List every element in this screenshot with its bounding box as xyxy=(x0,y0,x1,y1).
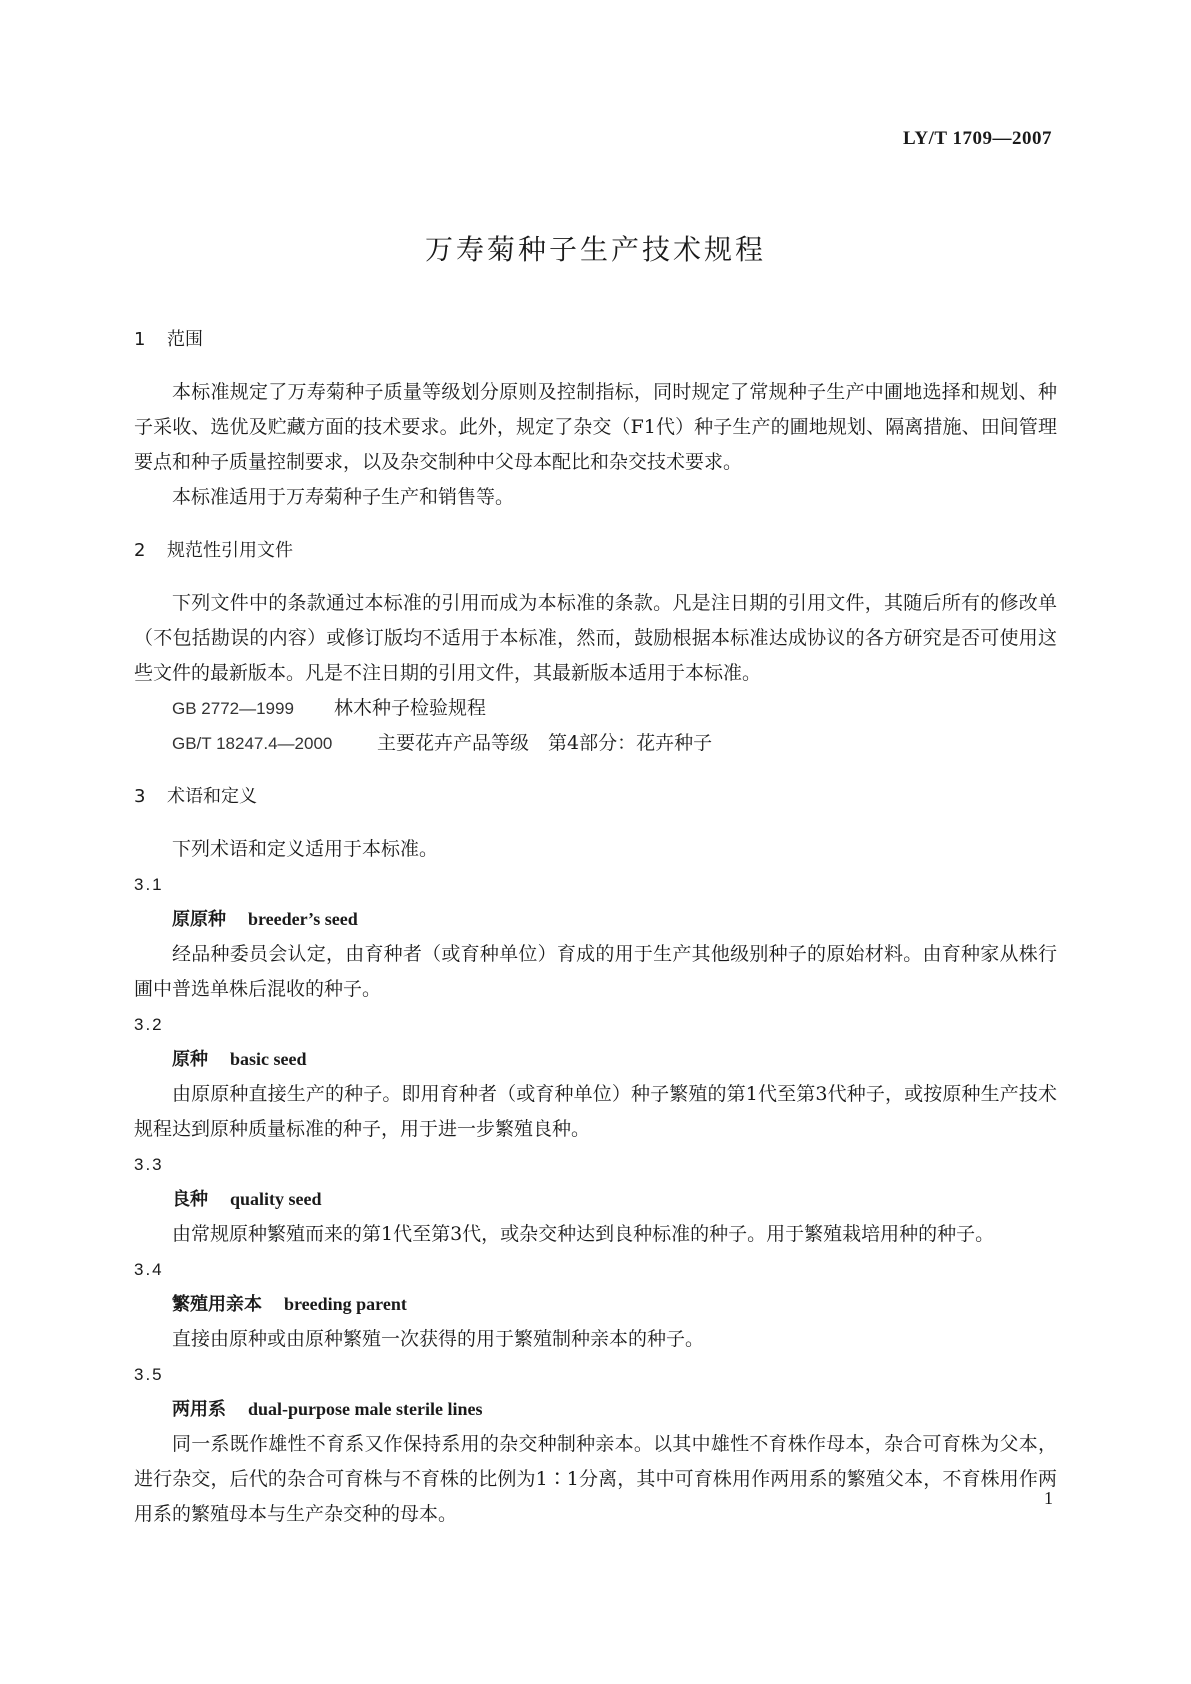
term-entry xyxy=(134,1042,1057,1077)
section-number: 1 xyxy=(134,329,146,350)
reference-item xyxy=(134,691,1057,726)
reference-title: 主要花卉产品等级 第4部分：花卉种子 xyxy=(377,732,713,754)
term-definition: 经品种委员会认定，由育种者（或育种单位）育成的用于生产其他级别种子的原始材料。由育种家从株行圃中普选单株后混收的种子。 xyxy=(134,943,1057,1000)
page-number: 1 xyxy=(1044,1488,1053,1508)
section-number: 2 xyxy=(134,540,146,561)
document-body xyxy=(134,322,1057,1532)
term-definition: 直接由原种或由原种繁殖一次获得的用于繁殖制种亲本的种子。 xyxy=(172,1328,705,1350)
term-english: breeder’s seed xyxy=(248,909,358,929)
section-number: 3 xyxy=(134,786,146,807)
document-title: 万寿菊种子生产技术规程 xyxy=(424,233,766,266)
term-entry xyxy=(134,1287,1057,1322)
paragraph: 本标准规定了万寿菊种子质量等级划分原则及控制指标，同时规定了常规种子生产中圃地选择和规划、种子采收、选优及贮藏方面的技术要求。此外，规定了杂交（F1代）种子生产的圃地规划、隔离措施、田间管理要点和种子质量控制要求，以及杂交制种中父母本配比和杂交技术要求。 xyxy=(134,381,1057,473)
paragraph: 本标准适用于万寿菊种子生产和销售等。 xyxy=(172,486,515,508)
clause-number: 3.3 xyxy=(134,1155,164,1174)
term-english: breeding parent xyxy=(284,1294,407,1314)
term-entry xyxy=(134,1182,1057,1217)
term-entry xyxy=(134,1392,1057,1427)
term-chinese: 原原种 xyxy=(172,909,226,930)
term-entry xyxy=(134,902,1057,937)
clause-number: 3.5 xyxy=(134,1365,164,1384)
clause-number: 3.4 xyxy=(134,1260,164,1279)
section-heading-normative-references xyxy=(134,533,1057,568)
term-english: basic seed xyxy=(230,1049,307,1069)
section-title: 范围 xyxy=(167,329,203,350)
term-chinese: 良种 xyxy=(172,1189,208,1210)
term-chinese: 原种 xyxy=(172,1049,208,1070)
reference-title: 林木种子检验规程 xyxy=(334,697,487,719)
term-english: dual-purpose male sterile lines xyxy=(248,1399,483,1419)
paragraph: 下列术语和定义适用于本标准。 xyxy=(172,838,439,860)
term-chinese: 两用系 xyxy=(172,1399,226,1420)
reference-code: GB 2772—1999 xyxy=(172,699,294,718)
reference-item xyxy=(134,726,1057,761)
clause-number: 3.1 xyxy=(134,875,164,894)
section-heading-terms-definitions xyxy=(134,779,1057,814)
section-title: 规范性引用文件 xyxy=(167,540,293,561)
reference-code: GB/T 18247.4—2000 xyxy=(172,734,333,753)
term-english: quality seed xyxy=(230,1189,322,1209)
term-definition: 由原原种直接生产的种子。即用育种者（或育种单位）种子繁殖的第1代至第3代种子，或按原种生产技术规程达到原种质量标准的种子，用于进一步繁殖良种。 xyxy=(134,1083,1057,1140)
section-heading-scope xyxy=(134,322,1057,357)
clause-number: 3.2 xyxy=(134,1015,164,1034)
term-chinese: 繁殖用亲本 xyxy=(172,1294,262,1315)
paragraph: 下列文件中的条款通过本标准的引用而成为本标准的条款。凡是注日期的引用文件，其随后所有的修改单（不包括勘误的内容）或修订版均不适用于本标准，然而，鼓励根据本标准达成协议的各方研究是否可使用这些文件的最新版本。凡是不注日期的引用文件，其最新版本适用于本标准。 xyxy=(134,592,1057,684)
term-definition: 同一系既作雄性不育系又作保持系用的杂交种制种亲本。以其中雄性不育株作母本，杂合可育株为父本，进行杂交，后代的杂合可育株与不育株的比例为1∶1分离，其中可育株用作两用系的繁殖父本，不育株用作两用系的繁殖母本与生产杂交种的母本。 xyxy=(134,1433,1057,1525)
term-definition: 由常规原种繁殖而来的第1代至第3代，或杂交种达到良种标准的种子。用于繁殖栽培用种的种子。 xyxy=(172,1223,995,1245)
section-title: 术语和定义 xyxy=(167,786,257,807)
standard-code: LY/T 1709—2007 xyxy=(902,128,1052,149)
